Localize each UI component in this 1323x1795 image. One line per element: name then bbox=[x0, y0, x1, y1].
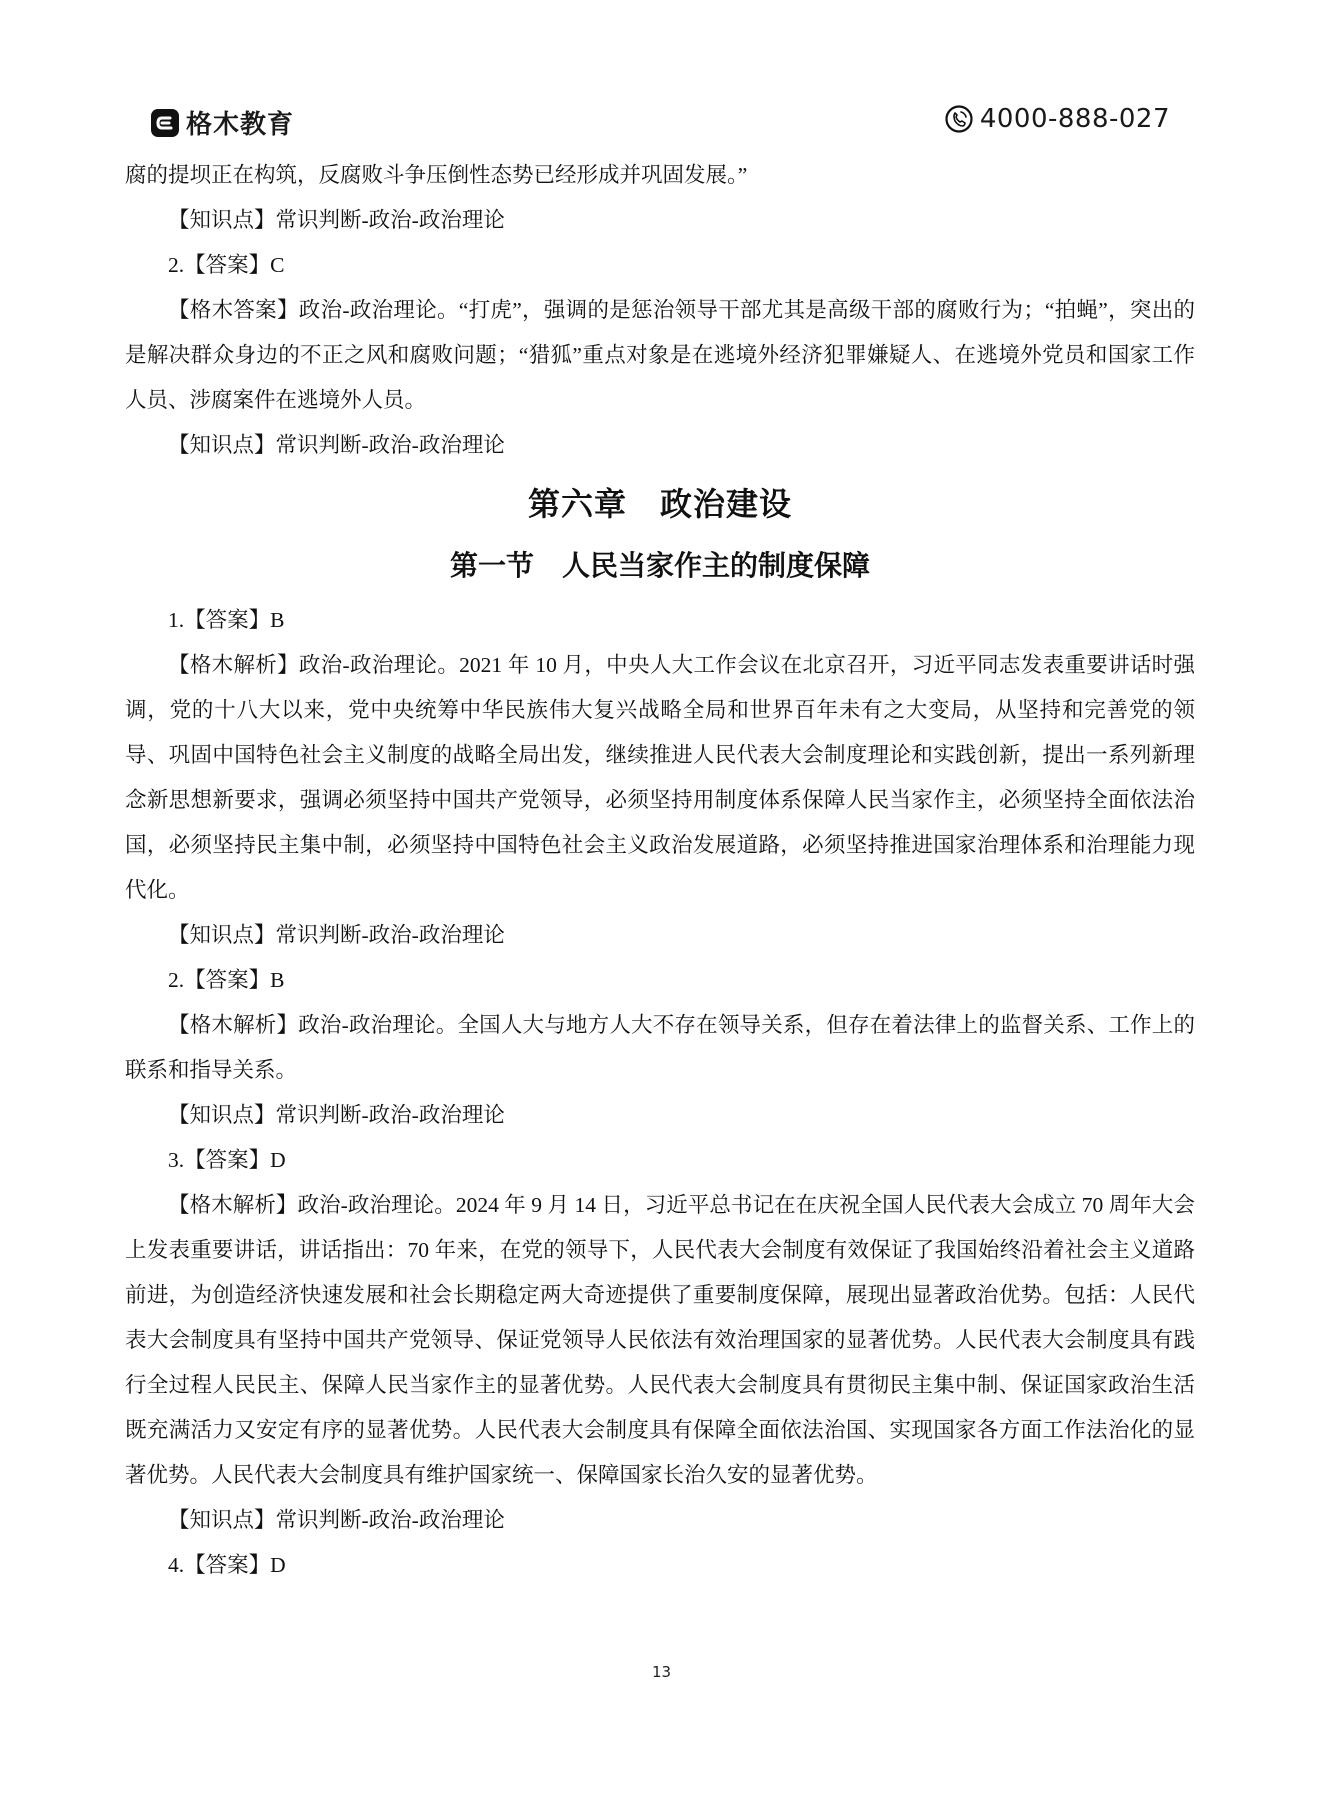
knowledge-point: 【知识点】常识判断-政治-政治理论 bbox=[168, 1103, 505, 1127]
question-item bbox=[125, 598, 1195, 958]
chapter-title: 第六章 政治建设 bbox=[527, 485, 792, 523]
answer-label: 4.【答案】D bbox=[168, 1553, 286, 1577]
page-number: 13 bbox=[651, 1663, 672, 1681]
hotline bbox=[944, 104, 1170, 134]
hotline-number: 4000-888-027 bbox=[979, 104, 1170, 134]
brand-e-logo-icon bbox=[150, 108, 180, 138]
question-item bbox=[125, 1543, 1195, 1588]
brand-logo bbox=[150, 104, 294, 141]
answer-explanation: 【格木答案】政治-政治理论。“打虎”，强调的是惩治领导干部尤其是高级干部的腐败行为；“拍蝇”，突出的是解决群众身边的不正之风和腐败问题；“猎狐”重点对象是在逃境外经济犯罪嫌疑人、在逃境外党员和国家工作人员、涉腐案件在逃境外人员。 bbox=[125, 298, 1195, 412]
section-title: 第一节 人民当家作主的制度保障 bbox=[449, 549, 870, 582]
document-body bbox=[125, 153, 1195, 1588]
continuation-text: 腐的提坝正在构筑，反腐败斗争压倒性态势已经形成并巩固发展。” bbox=[125, 163, 748, 187]
answer-label: 2.【答案】C bbox=[168, 253, 285, 277]
answer-explanation: 【格木解析】政治-政治理论。全国人大与地方人大不存在领导关系，但存在着法律上的监督关系、工作上的联系和指导关系。 bbox=[125, 1013, 1195, 1082]
answer-explanation: 【格木解析】政治-政治理论。2021 年 10 月，中央人大工作会议在北京召开，习近平同志发表重要讲话时强调，党的十八大以来，党中央统筹中华民族伟大复兴战略全局和世界百年未有之大变局，从坚持和完善党的领导、巩固中国特色社会主义制度的战略全局出发，继续推进人民代表大会制度理论和实践创新，提出一系列新理念新思想新要求，强调必须坚持中国共产党领导，必须坚持用制度体系保障人民当家作主，必须坚持全面依法治国，必须坚持民主集中制，必须坚持中国特色社会主义政治发展道路，必须坚持推进国家治理体系和治理能力现代化。 bbox=[125, 653, 1195, 902]
answer-label: 3.【答案】D bbox=[168, 1148, 286, 1172]
knowledge-point: 【知识点】常识判断-政治-政治理论 bbox=[168, 923, 505, 947]
knowledge-point: 【知识点】常识判断-政治-政治理论 bbox=[168, 208, 505, 232]
answer-label: 2.【答案】B bbox=[168, 968, 285, 992]
brand-name: 格木教育 bbox=[186, 110, 295, 140]
phone-handset-icon bbox=[944, 104, 974, 134]
page-header bbox=[150, 104, 1170, 140]
knowledge-point: 【知识点】常识判断-政治-政治理论 bbox=[168, 433, 505, 457]
question-item bbox=[125, 1138, 1195, 1543]
knowledge-point: 【知识点】常识判断-政治-政治理论 bbox=[168, 1508, 505, 1532]
question-item bbox=[125, 958, 1195, 1138]
answer-explanation: 【格木解析】政治-政治理论。2024 年 9 月 14 日，习近平总书记在在庆祝全国人民代表大会成立 70 周年大会上发表重要讲话，讲话指出：70 年来，在党的领导下，人民代表大会制度有效保证了我国始终沿着社会主义道路前进，为创造经济快速发展和社会长期稳定两大奇迹提供了重要制度保障，展现出显著政治优势。包括：人民代表大会制度具有坚持中国共产党领导、保证党领导人民依法有效治理国家的显著优势。人民代表大会制度具有践行全过程人民民主、保障人民当家作主的显著优势。人民代表大会制度具有贯彻民主集中制、保证国家政治生活既充满活力又安定有序的显著优势。人民代表大会制度具有保障全面依法治国、实现国家各方面工作法治化的显著优势。人民代表大会制度具有维护国家统一、保障国家长治久安的显著优势。 bbox=[125, 1193, 1195, 1487]
answer-label: 1.【答案】B bbox=[168, 608, 285, 632]
